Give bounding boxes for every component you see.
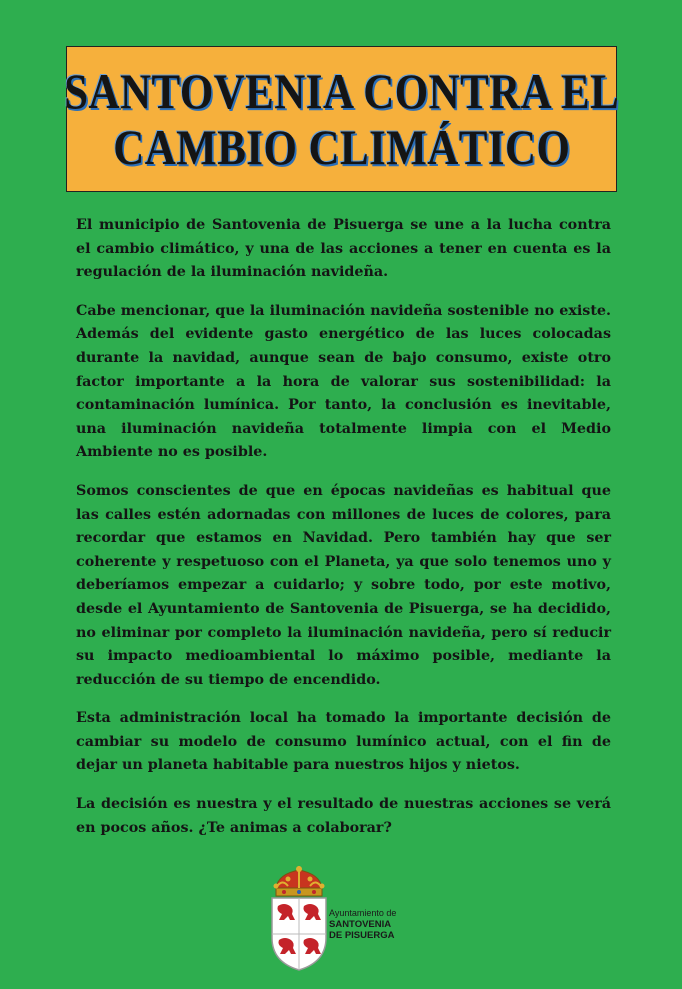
logo-line-1: Ayuntamiento de [329,908,397,918]
paragraph-4: Esta administración local ha tomado la importante decisión de cambiar su modelo de consumo lumínico actual, con el fin de dejar un planeta habitable para nuestros hijos y nietos. [76,710,611,774]
title-line-1: SANTOVENIA CONTRA EL [64,63,620,119]
article-body [76,214,611,855]
logo-line-3: DE PISUERGA [329,930,395,941]
title-line-2: CAMBIO CLIMÁTICO [112,119,571,175]
logo-text [329,908,396,941]
paragraph-1: El municipio de Santovenia de Pisuerga se une a la lucha contra el cambio climático, y una de las acciones a tener en cuenta es la regulación de la iluminación navideña. [76,217,611,281]
title-banner [64,46,620,192]
paragraph-5: La decisión es nuestra y el resultado de nuestras acciones se verá en pocos años. ¿Te animas a colaborar? [76,796,611,836]
logo-line-2: SANTOVENIA [329,919,392,930]
paragraph-3: Somos conscientes de que en épocas navideñas es habitual que las calles estén adornadas con millones de luces de colores, para recordar que estamos en Navidad. Pero también hay que ser coherente y respetuoso con el Planeta, ya que solo tenemos uno y deberíamos empezar a cuidarlo; y sobre todo, por este motivo, desde el Ayuntamiento de Santovenia de Pisuerga, se ha decidido, no eliminar por completo la iluminación navideña, pero sí reducir su impacto medioambiental lo máximo posible, mediante la reducción de su tiempo de encendido. [76,482,611,688]
municipality-logo [268,866,428,976]
paragraph-2: Cabe mencionar, que la iluminación navideña sostenible no existe. Además del evidente gasto energético de las luces colocadas durante la navidad, aunque sean de bajo consumo, existe otro factor importante a la hora de valorar sus sostenibilidad: la contaminación lumínica. Por tanto, la conclusión es inevitable, una iluminación navideña totalmente limpia con el Medio Ambiente no es posible. [76,302,611,461]
coat-of-arms-icon [268,866,330,976]
